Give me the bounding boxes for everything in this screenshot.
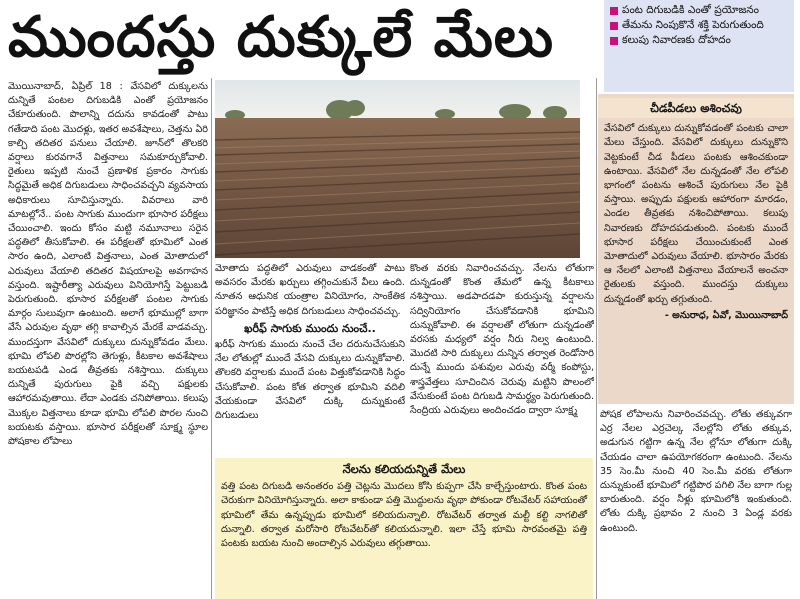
column-divider	[596, 78, 597, 599]
sidebar-title: చీడపీడలు అశించవు	[598, 98, 794, 118]
column-3-text: కొంత వరకు నివారించవచ్చు. నేలను లోతుగా దున్నడంతో కొంత తేమలో ఉన్న కీటకాలు నశిస్తాయి. అడపాదడపా కురుస్తున్న వర్షాలను సద్వినియోగం చేసుకోవడానికి భూమిని దున్నుకోవాలి. ఈ వర్షాలతో లోతుగా దున్నడంతో వరసకు మధ్యలో వర్షం నీరు నిల్వ ఉంటుంది. మొదటి సారి దుక్కులు దున్నిన తర్వాత రెండోసారి దున్నే ముందు పశువుల ఎరువు వర్మీ కంపోస్టు, శాస్త్రవేత్తలు సూచించిన చెరువు మట్టిని పొలంలో వేసుకుంటే పంట దిగుబడి సామర్థ్యం పెరుగుతుంది. సేంద్రియ ఎరువులు అందించడం ద్వారా సూక్ష్మ	[410, 263, 594, 417]
column-1-text: మొయినాబాద్, ఏప్రిల్ 18 : వేసవిలో దుక్కులను దున్నితే పంటల దిగుబడికి ఎంతో ప్రయోజనం చేకూరుతుంది. పొలాన్ని దదును కావడంతో పాటు గతేడాది పంట మొదళ్లు, ఇతర అవశేషాలు, చెత్తను ఏరి కాల్చి తదితర పనులు చేయాలి. జూన్‌లో తొలకరి వర్షాలు కురవగానే విత్తనాలు సమకూర్చుకోవాలి. రైతులు ఇప్పటి నుంచే ప్రణాళిక ప్రకారం సాగుకు సిద్ధమైతే అధిక దిగుబడులు సాధించవచ్చని వ్యవసాయ అధికారులు సూచిస్తున్నారు. వివరాలు వారి మాటల్లోనే.. పంట సాగుకు ముందుగా భూసార పరీక్షలు చేయించాలి. ఇందు కోసం మట్టి నమూనాలు సరైన పద్ధతిలో తీసుకోవాలి. ఈ పరీక్షలతో భూమిలో ఎంత సారం ఉంది, ఎలాంటి విత్తనాలు, ఎంత మోతాదులో ఎరువులు వేయాలి తదితర విషయాలపై అవగాహన వస్తుంది. ఇష్టారీత్యా ఎరువులు వినియోగిస్తే పెట్టుబడి పెరుగుతుంది. భూసార పరీక్షలతో పంటల సాగుకు మార్గం సులువుగా ఉంటుంది. అలాగే భూముల్లో బాగా వేసే ఎరువుల వృథా తగ్గి కావాల్సిన మేరకే వాడవచ్చు. ముందస్తుగా వేసవిలో దుక్కులు దున్నుకోవడం మేలు. భూమి లోపలి పొరల్లోని తెగుళ్లు, కీటకాల అవశేషాలు బయటపడి ఎండ తీవ్రతకు నశిస్తాయి. దుక్కులు దున్నితే పురుగులు పైకి వచ్చి పక్షులకు ఆహారమవుతాయి. లేదా ఎండకు చనిపోతాయి. కలుపు మొక్కల విత్తనాలు కూడా భూమి లోపలి పొరల నుంచి బయటకు వస్తాయి. భూసార పరీక్షలతో సూక్ష్మ స్థూల పోషకాల లోపాలు	[8, 81, 208, 448]
column-2-subhead: ఖరీఫ్ సాగుకు ముందు నుంచే..	[244, 321, 376, 335]
column-4	[600, 408, 792, 599]
column-2b-text: ఖరీఫ్ సాగుకు ముందు నుంచే చేల దరునుచేసుకుని నేల లోతుల్లో ముందే వేసవి దుక్కులు దున్నుకోవాలి. తొలకరి వర్షాలకు ముందే పంట విత్తుకోవడానికి సిద్ధం చేసుకోవాలి. పంట కోత తర్వాత భూమిని వదిలి వేయకుండా వేసవిలో దుక్కి దున్నుకుంటే దిగుబడులు	[215, 339, 405, 422]
bullet-icon	[610, 22, 618, 30]
column-1	[8, 80, 208, 599]
column-3	[410, 262, 594, 454]
teaser-item	[610, 34, 788, 47]
bullet-icon	[610, 37, 618, 45]
sidebar-body: వేసవిలో దుక్కులు దున్నుకోవడంతో పంటకు చాలా మేలు చేస్తుంది. వేసవిలో దుక్కులు దున్నుకొని వెట్టకుంటే చీడ పీడలు పంటకు ఆశించకుండా ఉంటాయి. వేసవిలో నేల దున్నడంతో నేల లోపలి భాగంలో పంటను ఆశించే పురుగులు నేల పైకి వస్తాయి. అప్పుడు పక్షులకు ఆహారంగా మారడం, ఎండల తీవ్రతకు నశించిపోతాయి. కలుపు నివారణకు దోహదపడుతుంది. పంటకు ముందే భూసార పరీక్షలు చేయించుకుంటే ఎంత మోతాదులో ఎరువులు వేయాలి. భూసారం మేరకు ఆ నేలలో ఎలాంటి విత్తనాలు వేయాలనే అంచనా రైతులకు వస్తుంది. ముందస్తు దుక్కులు దున్నడంతో ఖర్చు తగ్గుతుంది.	[604, 123, 788, 305]
teaser-text: కలుపు నివారణకు దోహదం	[622, 34, 731, 46]
teaser-item	[610, 4, 788, 17]
teaser-box	[604, 0, 794, 92]
field-photo	[215, 80, 580, 258]
column-2-text: మోతాదు పద్ధతిలో ఎరువులు వాడకంతో పాటు అవసరం మేరకు ఖర్చులు తగ్గించుకునే వీలు ఉంది. నూతన ఆధునిక యంత్రాల వినియోగం, సాంకేతిక పరిజ్ఞానం పాటిస్తే అధిక దిగుబడులు సాధించవచ్చు.	[215, 263, 405, 317]
plowed-field-image	[215, 80, 580, 258]
teaser-text: తేమను నింపుకొనే శక్తి పెరుగుతుంది	[622, 19, 764, 31]
column-4-text: పోషక లోపాలను నివారించవచ్చు. లోతు తక్కువగా ఎర్ర నేలల ఎర్రచెల్క నేలల్లోని లోతు తక్కువ, అడుగున గట్టిగా ఉన్న నేల ల్లోనూ లోతుగా దుక్కి చేయడం చాలా ఉపయోగకరంగా ఉంటుంది. నేలను 35 సెం.మీ నుంచి 40 సెం.మీ వరకు లోతుగా దున్నుకుంటే భూమిలో గట్టిపొర పగిలి నేల బాగా గుల్ల బారుతుంది. వర్షం నీళ్లు భూమిలోకి ఇంకుతుంది. లోతు దుక్కి ప్రభావం 2 నుంచి 3 ఏండ్ల వరకు ఉంటుంది.	[600, 409, 792, 534]
bullet-icon	[610, 7, 618, 15]
teaser-item	[610, 19, 788, 32]
headline: ముందస్తు దుక్కులే మేలు	[8, 5, 554, 70]
sidebar-credit: - అనురాధ, ఏవో, మొయినాబాద్	[664, 309, 788, 321]
column-2	[215, 262, 405, 454]
bottom-box	[215, 458, 593, 599]
sidebar-box	[598, 94, 794, 404]
bottom-title: నేలను కలియదున్నితే మేలు	[342, 462, 466, 476]
column-divider	[211, 78, 212, 599]
teaser-text: పంట దిగుబడికి ఎంతో ప్రయోజనం	[622, 4, 759, 16]
bottom-body: వత్తి పంట దిగుబడి అనంతరం పత్తి చెట్లను మొదలు కోసి కుప్పగా చేసి కాల్చేస్తుంటారు. కొంత పంట చెరుకుగా వినియోగిస్తున్నారు. అలా కాకుండా పత్తి మొద్దులను వృథా పోకుండా రోటవేటర్ సహాయంతో భూమిలో తేమ ఉన్నప్పుడు భూమిలో కలియదున్నాలి. రోటవేటర్ తర్వాత మల్టీ కల్టి నాగలితో దున్నాలి. తర్వాత మరోసారి రోటవేటర్‌తో కలియదున్నాలి. ఇలా చేస్తే భూమి సారవంతమై పత్తి పంటకు బయట నుంచి అందాల్సిన ఎరువులు తగ్గుతాయి.	[221, 481, 587, 550]
